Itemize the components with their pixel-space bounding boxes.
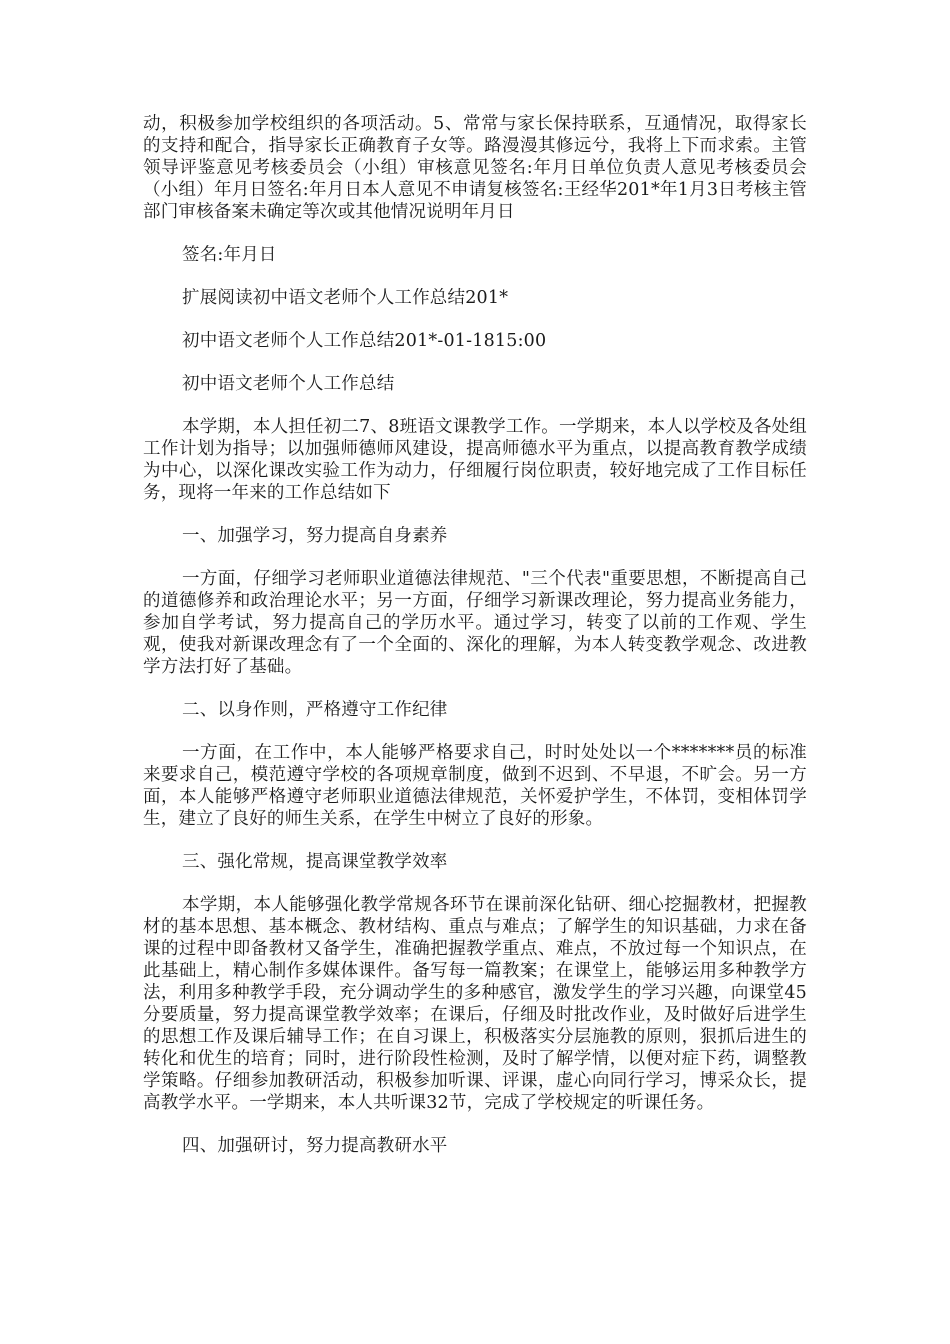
paragraph-section-2: 一方面，在工作中，本人能够严格要求自己，时时处处以一个*******员的标准来要求自己，模范遵守学校的各项规章制度，做到不迟到、不早退，不旷会。另一方面，本人能够严格遵守老师职业道德法律规范，关怀爱护学生，不体罚，变相体罚学生，建立了良好的师生关系，在学生中树立了良好的形象。: [143, 743, 807, 829]
section-heading-1: 一、加强学习，努力提高自身素养: [182, 526, 448, 546]
paragraph-continuation: 动，积极参加学校组织的各项活动。5、常常与家长保持联系，互通情况，取得家长的支持和配合，指导家长正确教育子女等。路漫漫其修远兮，我将上下而求索。主管领导评鉴意见考核委员会（小组）审核意见签名:年月日单位负责人意见考核委员会（小组）年月日签名:年月日本人意见不申请复核签名:王经华201*年1月3日考核主管部门审核备案未确定等次或其他情况说明年月日: [143, 114, 807, 222]
paragraph-section-1: 一方面，仔细学习老师职业道德法律规范、"三个代表"重要思想，不断提高自己的道德修养和政治理论水平；另一方面，仔细学习新课改理论，努力提高业务能力，参加自学考试，努力提高自己的学历水平。通过学习，转变了以前的工作观、学生观，使我对新课改理念有了一个全面的、深化的理解，为本人转变教学观念、改进教学方法打好了基础。: [143, 569, 807, 677]
paragraph-intro: 本学期，本人担任初二7、8班语文课教学工作。一学期来，本人以学校及各处组工作计划为指导；以加强师德师风建设，提高师德水平为重点，以提高教育教学成绩为中心，以深化课改实验工作为动力，仔细履行岗位职责，较好地完成了工作目标任务，现将一年来的工作总结如下: [143, 417, 807, 503]
paragraph-extended-reading: 扩展阅读初中语文老师个人工作总结201*: [182, 288, 509, 308]
paragraph-section-3: 本学期，本人能够强化教学常规各环节在课前深化钻研、细心挖掘教材，把握教材的基本思想、基本概念、教材结构、重点与难点；了解学生的知识基础，力求在备课的过程中即备教材又备学生，准确把握教学重点、难点，不放过每一个知识点，在此基础上，精心制作多媒体课件。备写每一篇教案；在课堂上，能够运用多种教学方法，利用多种教学手段，充分调动学生的多种感官，激发学生的学习兴趣，向课堂45分要质量，努力提高课堂教学效率；在课后，仔细及时批改作业，及时做好后进学生的思想工作及课后辅导工作；在自习课上，积极落实分层施教的原则，狠抓后进生的转化和优生的培育；同时，进行阶段性检测，及时了解学情，以便对症下药，调整教学策略。仔细参加教研活动，积极参加听课、评课，虚心向同行学习，博采众长，提高教学水平。一学期来，本人共听课32节，完成了学校规定的听课任务。: [143, 895, 807, 1113]
paragraph-signature-date: 签名:年月日: [182, 245, 277, 265]
section-heading-3: 三、强化常规，提高课堂教学效率: [182, 852, 448, 872]
section-heading-4: 四、加强研讨，努力提高教研水平: [182, 1136, 448, 1156]
document-page: [143, 113, 807, 1178]
section-heading-2: 二、以身作则，严格遵守工作纪律: [182, 700, 448, 720]
paragraph-article-title-date: 初中语文老师个人工作总结201*-01-1815:00: [182, 331, 547, 351]
paragraph-article-title: 初中语文老师个人工作总结: [182, 374, 395, 394]
